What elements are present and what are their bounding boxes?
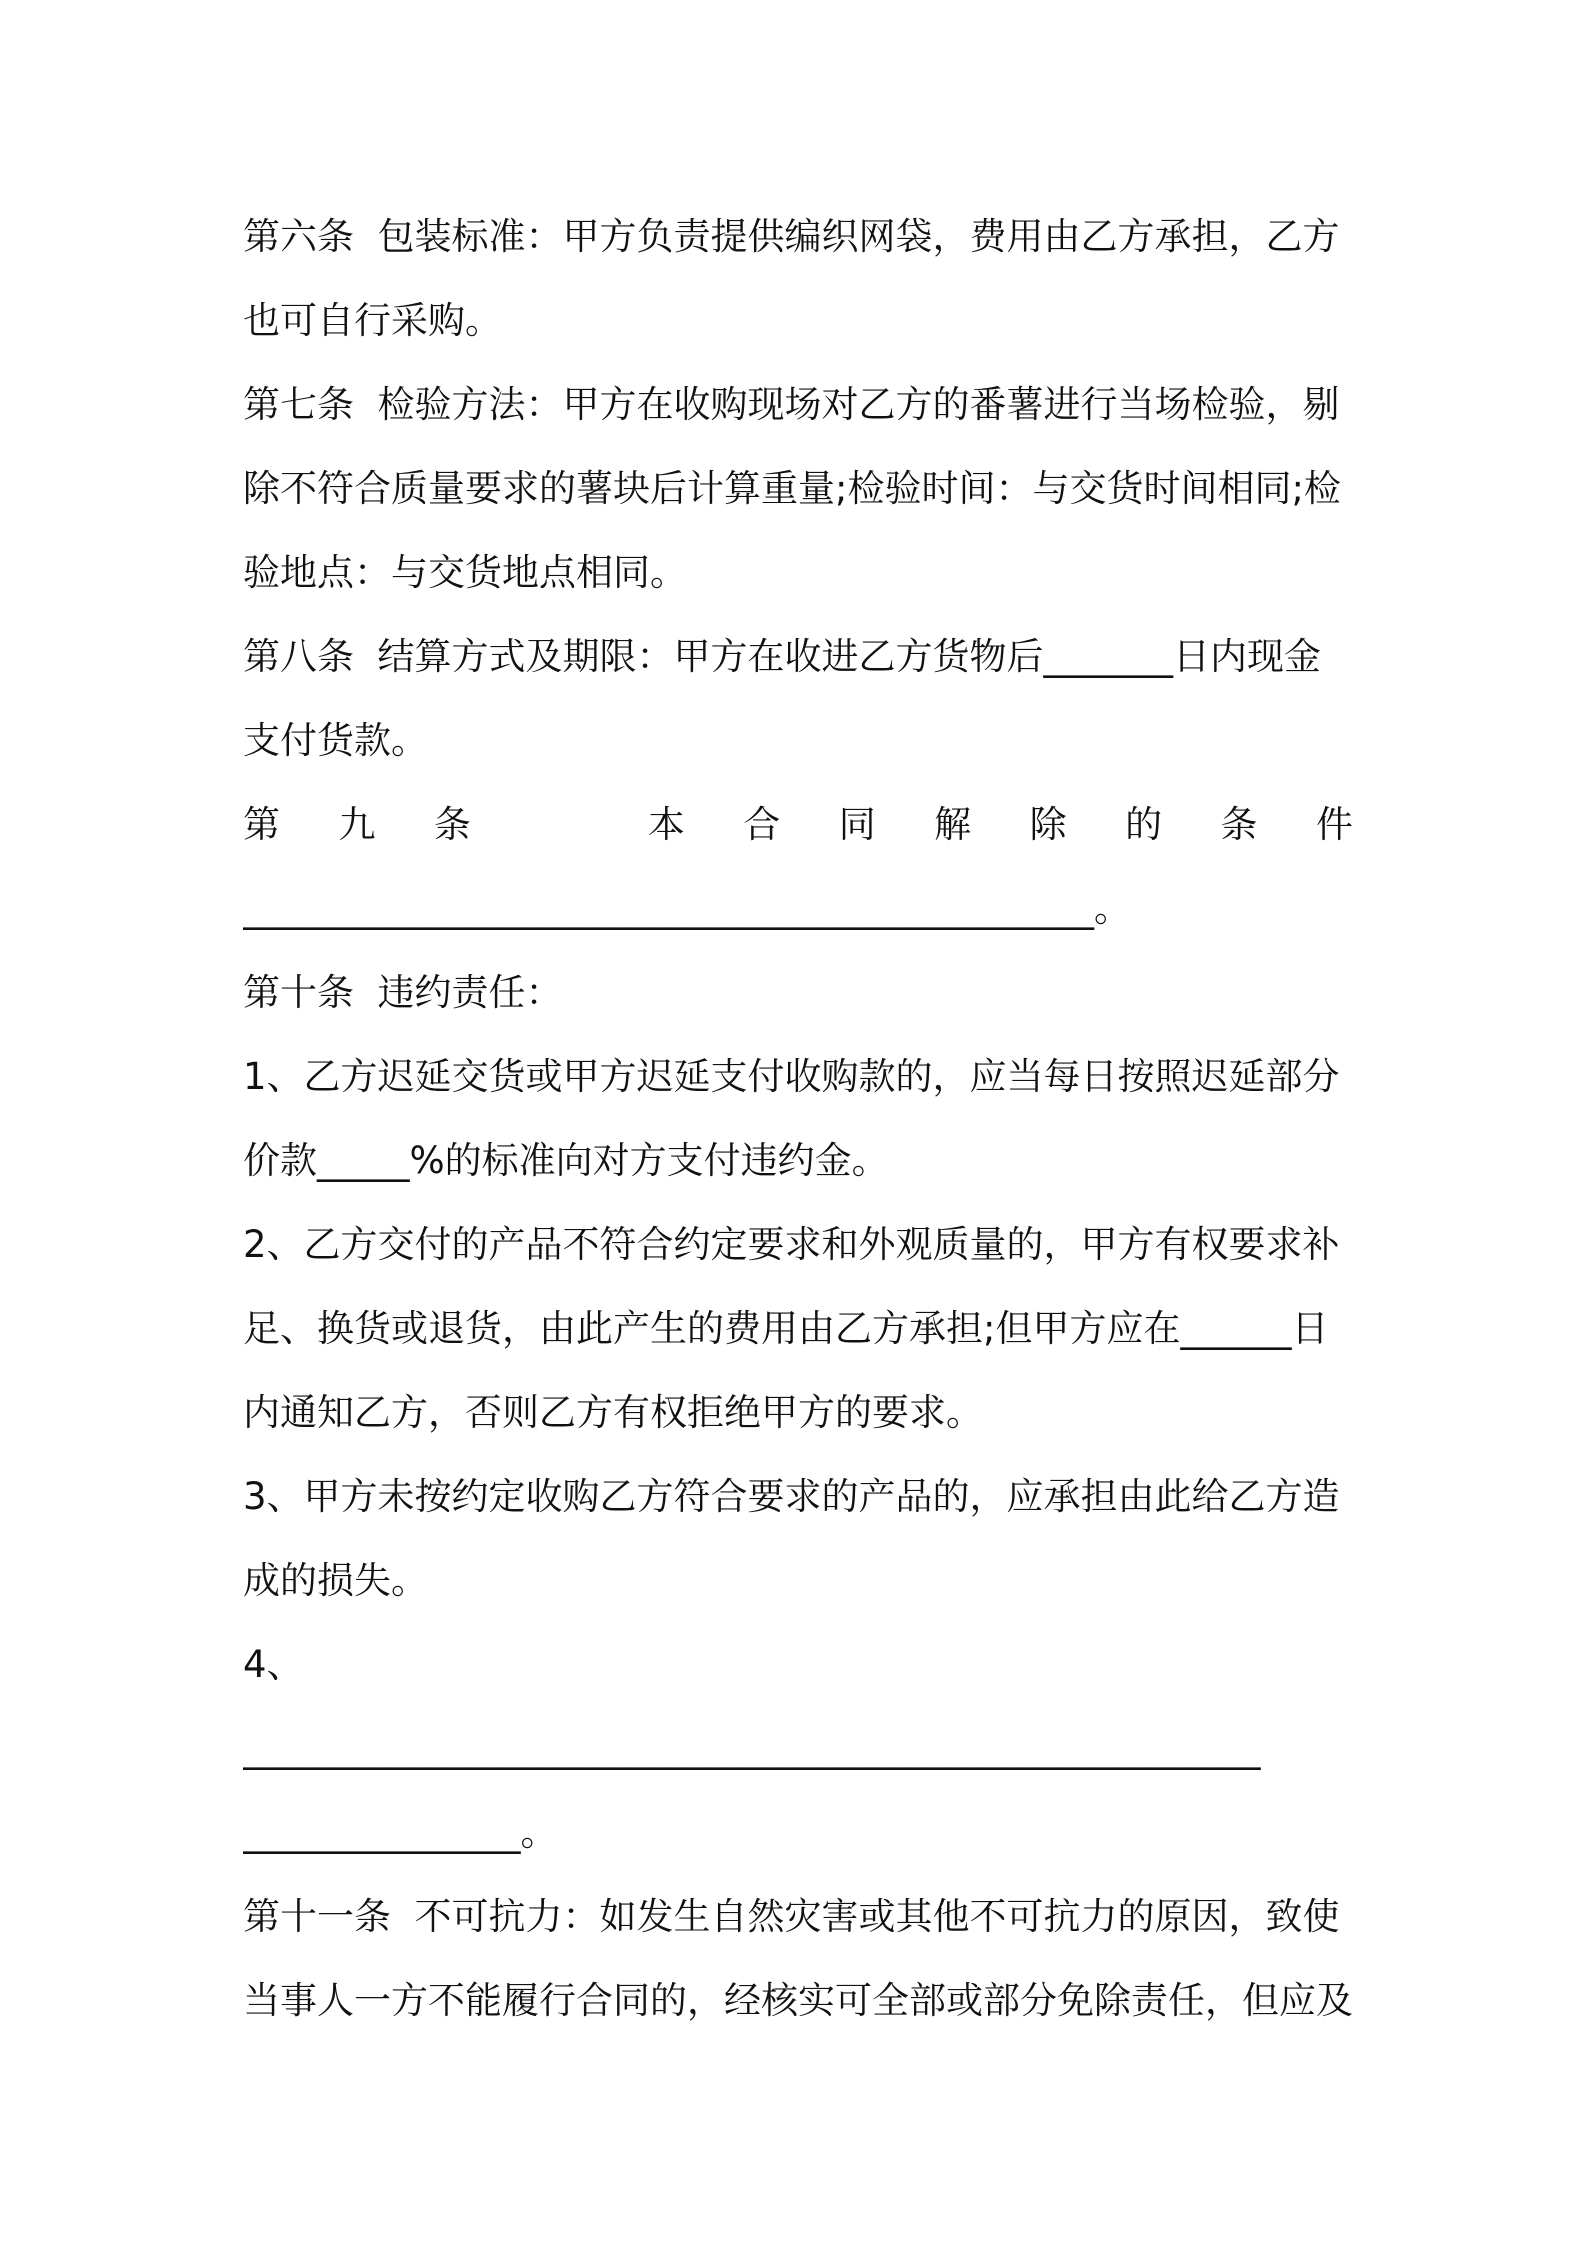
article-9-char: 件 xyxy=(1315,803,1353,846)
article-9-char: 第 xyxy=(243,803,280,846)
text-line: 内通知乙方，否则乙方有权拒绝甲方的要求。 xyxy=(243,1391,983,1434)
text-line: 价款_____%的标准向对方支付违约金。 xyxy=(243,1139,889,1182)
text-line: 第八条 结算方式及期限：甲方在收进乙方货物后_______日内现金 xyxy=(243,635,1322,678)
text-line: 支付货款。 xyxy=(243,719,428,762)
text-line: 3、甲方未按约定收购乙方符合要求的产品的，应承担由此给乙方造 xyxy=(243,1475,1340,1518)
article-9-char: 条 xyxy=(1220,803,1258,846)
document-page xyxy=(243,195,1353,2043)
article-9-char: 本 xyxy=(647,803,685,846)
text-line: 验地点：与交货地点相同。 xyxy=(243,551,687,594)
article-9-char: 解 xyxy=(934,803,972,846)
article-9-char: 合 xyxy=(743,803,781,846)
article-9-char: 的 xyxy=(1125,803,1163,846)
text-line: 2、乙方交付的产品不符合约定要求和外观质量的，甲方有权要求补 xyxy=(243,1223,1340,1266)
article-9-char: 条 xyxy=(433,803,471,846)
article-9-char: 同 xyxy=(838,803,876,846)
article-9-gap xyxy=(529,783,589,867)
text-line: 成的损失。 xyxy=(243,1559,428,1602)
blank-line: ______________________________________________。 xyxy=(243,887,1131,930)
blank-line: _______________________________________________________ xyxy=(243,1727,1261,1770)
article-9-heading xyxy=(243,783,1353,867)
blank-line: _______________。 xyxy=(243,1811,558,1854)
text-line: 也可自行采购。 xyxy=(243,299,502,342)
text-line: 第十一条 不可抗力：如发生自然灾害或其他不可抗力的原因，致使 xyxy=(243,1895,1340,1938)
text-line: 第七条 检验方法：甲方在收购现场对乙方的番薯进行当场检验，剔 xyxy=(243,383,1340,426)
text-line: 除不符合质量要求的薯块后计算重量;检验时间：与交货时间相同;检 xyxy=(243,467,1341,510)
text-line: 当事人一方不能履行合同的，经核实可全部或部分免除责任，但应及 xyxy=(243,1979,1353,2022)
text-line: 第十条 违约责任： xyxy=(243,971,563,1014)
article-9-char: 九 xyxy=(338,803,376,846)
article-9-char: 除 xyxy=(1029,803,1067,846)
text-line: 足、换货或退货，由此产生的费用由乙方承担;但甲方应在______日 xyxy=(243,1307,1329,1350)
text-line: 第六条 包装标准：甲方负责提供编织网袋，费用由乙方承担，乙方 xyxy=(243,215,1340,258)
text-line: 4、 xyxy=(243,1643,304,1686)
text-line: 1、乙方迟延交货或甲方迟延支付收购款的，应当每日按照迟延部分 xyxy=(243,1055,1340,1098)
